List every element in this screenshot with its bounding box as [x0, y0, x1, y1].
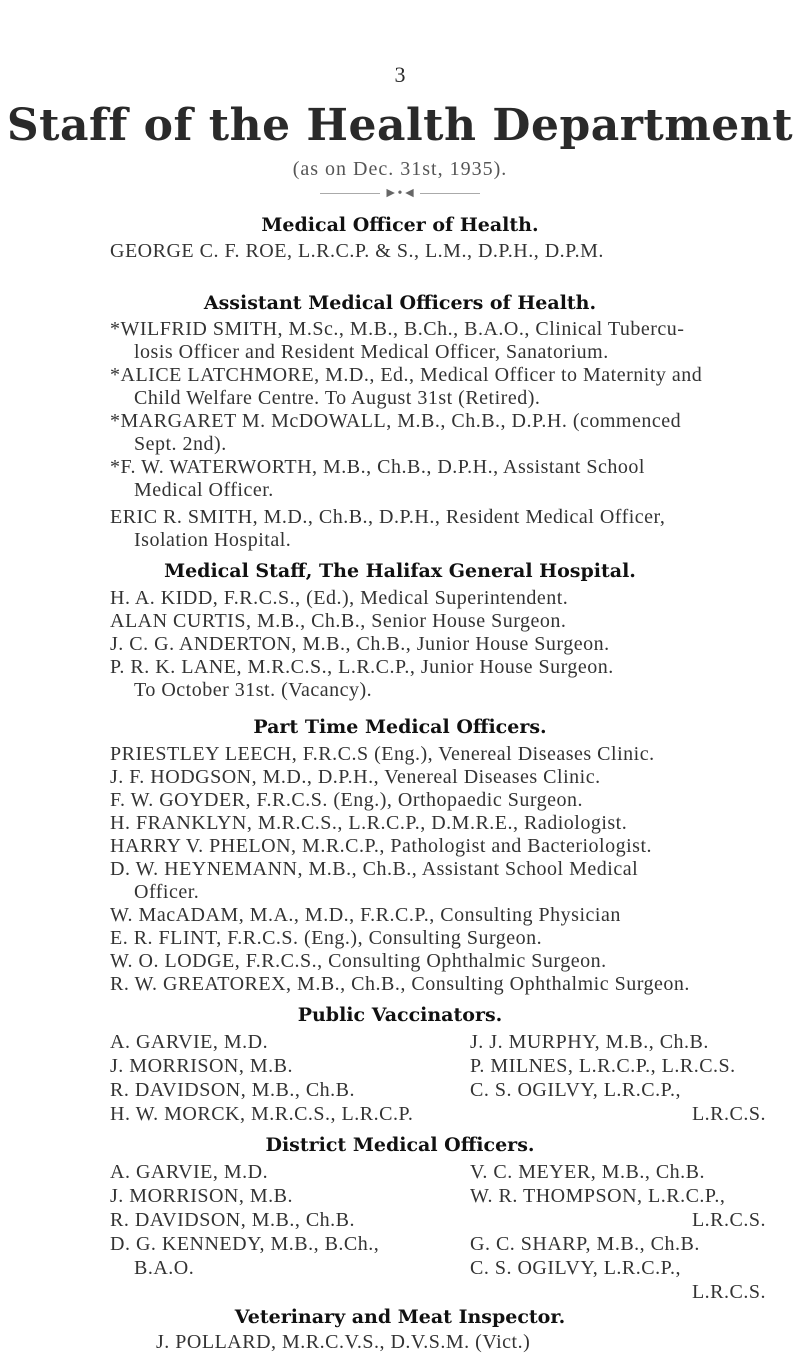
part-time-entry: W. MacADAM, M.A., M.D., F.R.C.P., Consulting Physician [110, 904, 621, 926]
ornament-glyph: ►•◄ [383, 186, 417, 201]
vaccinator-name: J. MORRISON, M.B. [110, 1055, 293, 1077]
entry-continuation: Medical Officer. [134, 479, 274, 501]
hospital-entry: J. C. G. ANDERTON, M.B., Ch.B., Junior House Surgeon. [110, 633, 610, 655]
entry-line: *MARGARET M. McDOWALL, M.B., Ch.B., D.P.H. (commenced [110, 410, 682, 432]
entry-continuation: Sept. 2nd). [134, 433, 227, 455]
entry-line: *ALICE LATCHMORE, M.D., Ed., Medical Officer to Maternity and [110, 364, 703, 386]
part-time-entry: HARRY V. PHELON, M.R.C.P., Pathologist and Bacteriologist. [110, 835, 653, 857]
vaccinator-name: C. S. OGILVY, L.R.C.P., [470, 1079, 682, 1101]
vaccinator-name: J. J. MURPHY, M.B., Ch.B. [470, 1031, 709, 1053]
district-right-column [470, 1160, 766, 1304]
part-time-heading: Part Time Medical Officers. [253, 716, 547, 738]
page-subtitle: (as on Dec. 31st, 1935). [292, 158, 508, 180]
vaccinators-right-column [470, 1030, 766, 1126]
part-time-entry: R. W. GREATOREX, M.B., Ch.B., Consulting Ophthalmic Surgeon. [110, 973, 690, 995]
district-officer-name: R. DAVIDSON, M.B., Ch.B. [110, 1209, 356, 1231]
entry-continuation: Isolation Hospital. [134, 529, 292, 551]
district-officer-name-continuation: B.A.O. [134, 1257, 195, 1279]
assistant-entry [110, 456, 760, 502]
entry-continuation: losis Officer and Resident Medical Officer, Sanatorium. [134, 341, 609, 363]
ornament-line-right [420, 193, 480, 194]
assistant-heading: Assistant Medical Officers of Health. [203, 292, 597, 314]
part-time-entry: E. R. FLINT, F.R.C.S. (Eng.), Consulting Surgeon. [110, 927, 543, 949]
district-left-column [110, 1160, 379, 1280]
page-title: Staff of the Health Department [6, 100, 794, 151]
hospital-list [110, 587, 760, 702]
part-time-entry-continuation: Officer. [134, 881, 200, 903]
district-officer-name: C. S. OGILVY, L.R.C.P., [470, 1257, 682, 1279]
part-time-list [110, 743, 760, 996]
entry-line: *WILFRID SMITH, M.Sc., M.B., B.Ch., B.A.O., Clinical Tubercu- [110, 318, 685, 340]
part-time-entry: PRIESTLEY LEECH, F.R.C.S (Eng.), Venereal Diseases Clinic. [110, 743, 655, 765]
vaccinator-name: A. GARVIE, M.D. [110, 1031, 269, 1053]
district-officer-name: V. C. MEYER, M.B., Ch.B. [470, 1161, 706, 1183]
district-officer-name: G. C. SHARP, M.B., Ch.B. [470, 1233, 700, 1255]
entry-line: *F. W. WATERWORTH, M.B., Ch.B., D.P.H., Assistant School [110, 456, 645, 478]
district-heading: District Medical Officers. [265, 1134, 535, 1156]
hospital-entry: P. R. K. LANE, M.R.C.S., L.R.C.P., Junior House Surgeon. [110, 656, 614, 678]
page-number: 3 [394, 62, 406, 87]
part-time-entry: J. F. HODGSON, M.D., D.P.H., Venereal Diseases Clinic. [110, 766, 601, 788]
part-time-entry: F. W. GOYDER, F.R.C.S. (Eng.), Orthopaedic Surgeon. [110, 789, 584, 811]
entry-continuation: Child Welfare Centre. To August 31st (Retired). [134, 387, 541, 409]
entry-line: ERIC R. SMITH, M.D., Ch.B., D.P.H., Resident Medical Officer, [110, 506, 666, 528]
district-officer-name-continuation: L.R.C.S. [691, 1209, 766, 1231]
hospital-entry: ALAN CURTIS, M.B., Ch.B., Senior House Surgeon. [110, 610, 567, 632]
hospital-heading: Medical Staff, The Halifax General Hospital. [164, 560, 636, 582]
moh-heading: Medical Officer of Health. [261, 214, 539, 236]
vaccinator-name: P. MILNES, L.R.C.P., L.R.C.S. [470, 1055, 736, 1077]
district-officer-name: J. MORRISON, M.B. [110, 1185, 293, 1207]
hospital-entry-continuation: To October 31st. (Vacancy). [134, 679, 373, 701]
district-officer-name: D. G. KENNEDY, M.B., B.Ch., [110, 1233, 380, 1255]
vaccinator-name-continuation: L.R.C.S. [691, 1103, 766, 1125]
part-time-entry: D. W. HEYNEMANN, M.B., Ch.B., Assistant School Medical [110, 858, 639, 880]
assistant-entry [110, 506, 760, 552]
assistant-entry [110, 364, 760, 410]
district-officer-name: W. R. THOMPSON, L.R.C.P., [470, 1185, 726, 1207]
vaccinator-name: R. DAVIDSON, M.B., Ch.B. [110, 1079, 356, 1101]
veterinary-heading: Veterinary and Meat Inspector. [234, 1306, 566, 1328]
district-officer-name: A. GARVIE, M.D. [110, 1161, 269, 1183]
part-time-entry: H. FRANKLYN, M.R.C.S., L.R.C.P., D.M.R.E., Radiologist. [110, 812, 628, 834]
veterinary-entry: J. POLLARD, M.R.C.V.S., D.V.S.M. (Vict.) [156, 1331, 531, 1353]
assistant-list [110, 318, 760, 552]
veterinary-list [156, 1330, 530, 1354]
moh-name: GEORGE C. F. ROE, L.R.C.P. & S., L.M., D.P.H., D.P.M. [110, 240, 604, 262]
district-officer-name-continuation: L.R.C.S. [691, 1281, 766, 1303]
vaccinators-left-column [110, 1030, 413, 1126]
hospital-entry: H. A. KIDD, F.R.C.S., (Ed.), Medical Superintendent. [110, 587, 569, 609]
vaccinators-heading: Public Vaccinators. [297, 1004, 503, 1026]
assistant-entry [110, 318, 760, 364]
ornament [0, 186, 800, 202]
assistant-entry [110, 410, 760, 456]
part-time-entry: W. O. LODGE, F.R.C.S., Consulting Ophthalmic Surgeon. [110, 950, 607, 972]
ornament-line-left [320, 193, 380, 194]
vaccinator-name: H. W. MORCK, M.R.C.S., L.R.C.P. [110, 1103, 414, 1125]
